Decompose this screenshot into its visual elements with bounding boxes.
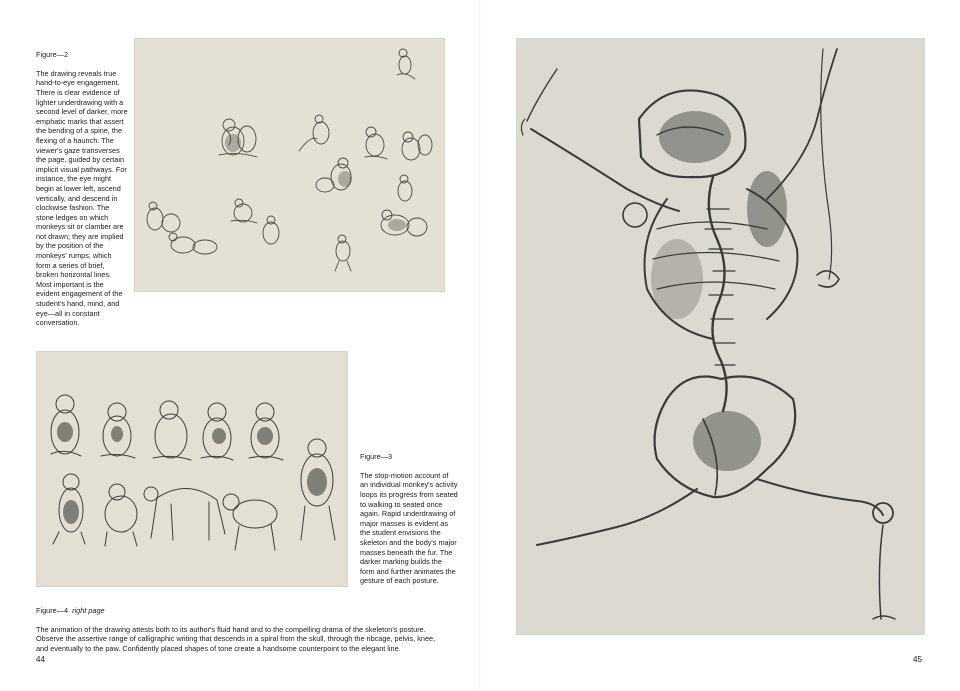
figure-3-title: Figure—3 — [360, 451, 393, 461]
figure-4-title-note: right page — [72, 605, 105, 615]
figure-4-title: Figure—4 — [36, 605, 69, 615]
skeleton-charcoal-drawing — [517, 39, 924, 634]
figure-2-caption: The drawing reveals true hand-to-eye engagement. There is clear evidence of lighter underdrawing with a second level of darker, more emphatic marks that assert the bending of a spine, the flexing of a haunch. The viewer's gaze transverses the page, guided by certain implicit visual pathways. For instance, the eye might begin at lower left, ascend vertically, and descend in clockwise fashion. The stone ledges on which monkeys sit or clamber are not drawn; they are implied by the position of the monkeys' rumps, which form a series of brief, broken horizontal lines. Most important is the evident engagement of the student's hand, mind, and eye—all in constant conversation. — [36, 68, 128, 328]
figure-3-image — [36, 351, 348, 587]
figure-4-title-line — [36, 606, 444, 616]
book-gutter — [479, 0, 481, 691]
figure-4-caption: The animation of the drawing attests both to its author's fluid hand and to the compelling drama of the skeleton's posture. Observe the assertive range of calligraphic writing that descends in a spiral from the skull, through the ribcage, pelvis, knee, and eventually to the paw. Confidently placed shapes of tone create a handsome counterpoint to the elegant line. — [36, 624, 436, 653]
monkey-posture-sequence-drawing — [37, 352, 347, 586]
left-page-number: 44 — [36, 655, 45, 664]
figure-2-caption-block — [36, 40, 128, 328]
figure-3-caption-block — [360, 442, 458, 586]
figure-3-caption: The stop-motion account of an individual monkey's activity loops its progress from seated to walking to seated once again. Rapid underdrawing of major masses is evident as the student envisions the skeleton and the body's major masses beneath the fur. The darker marking builds the form and further animates the gesture of each posture. — [360, 470, 458, 586]
figure-2-title: Figure—2 — [36, 49, 69, 59]
figure-4-image — [516, 38, 925, 635]
right-page-number: 45 — [913, 655, 922, 664]
figure-4-caption-block — [36, 596, 444, 654]
monkey-sketches-drawing — [135, 39, 444, 291]
figure-2-image — [134, 38, 445, 292]
